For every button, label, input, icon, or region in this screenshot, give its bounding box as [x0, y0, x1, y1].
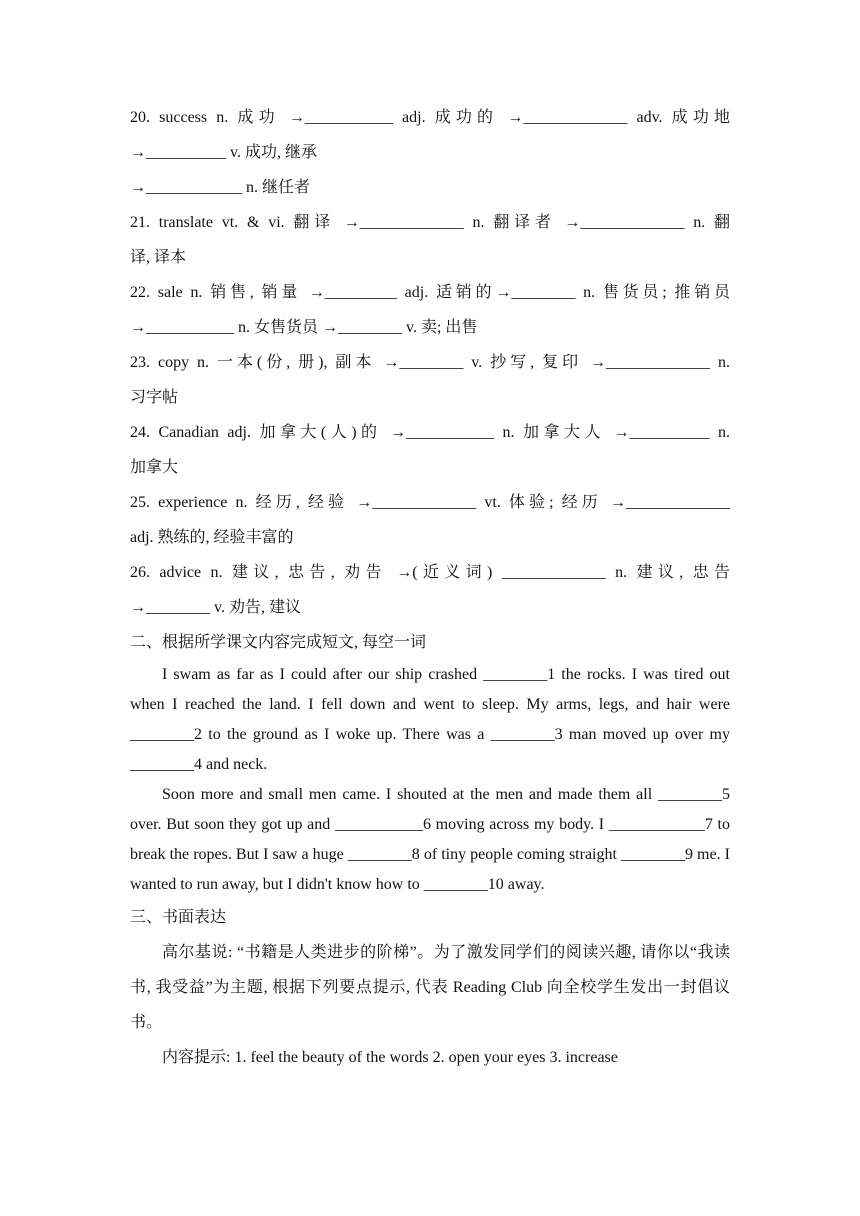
- vocab-line: 加拿大: [130, 459, 179, 476]
- section-2-title: 二、根据所学课文内容完成短文, 每空一词: [130, 634, 427, 651]
- vocab-line: 21. translate vt. & vi. 翻译 →_____________ n. 翻译者 →_____________ n. 翻: [130, 214, 730, 231]
- vocab-item-23: [130, 345, 730, 415]
- vocab-item-20: [130, 100, 730, 205]
- vocab-line: 23. copy n. 一本(份, 册), 副本 →________ v. 抄写, 复印 →_____________ n.: [130, 354, 730, 371]
- document-page: [130, 100, 730, 1075]
- vocab-line: →___________ n. 女售货员 →________ v. 卖; 出售: [130, 319, 478, 336]
- writing-prompt: [130, 935, 730, 1040]
- vocab-line: →________ v. 劝告, 建议: [130, 599, 301, 616]
- passage-paragraph: I swam as far as I could after our ship crashed ________1 the rocks. I was tired out when I reached the land. I fell down and went to sleep. My arms, legs, and hair were ________2 to the ground as I woke up. There was a ________3 man moved up over my ________4 and neck.: [130, 666, 730, 773]
- writing-prompt-paragraph: 高尔基说: “书籍是人类进步的阶梯”。为了激发同学们的阅读兴趣, 请你以“我读书, 我受益”为主题, 根据下列要点提示, 代表 Reading Club 向全校学生发出一封倡议书。: [130, 944, 730, 1031]
- vocab-line: 24. Canadian adj. 加拿大(人)的 →___________ n. 加拿大人 →__________ n.: [130, 424, 730, 441]
- vocab-line: 26. advice n. 建议, 忠告, 劝告 →(近义词) _____________ n. 建议, 忠告: [130, 564, 730, 581]
- vocab-line: adj. 熟练的, 经验丰富的: [130, 529, 294, 546]
- vocab-line: 22. sale n. 销售, 销量 →_________ adj. 适销的→________ n. 售货员; 推销员: [130, 284, 730, 301]
- passage: [130, 660, 730, 900]
- vocab-line: →__________ v. 成功, 继承: [130, 144, 317, 161]
- passage-paragraph: Soon more and small men came. I shouted at the men and made them all ________5 over. But soon they got up and ___________6 moving across my body. I ____________7 to break the ropes. But I saw a huge ________8 of tiny people coming straight ________9 me. I wanted to run away, but I didn't know how to ________10 away.: [130, 786, 730, 893]
- vocab-item-26: [130, 555, 730, 625]
- vocab-line: 习字帖: [130, 389, 179, 406]
- vocab-line: 译, 译本: [130, 249, 187, 266]
- section-3-title: 三、书面表达: [130, 909, 227, 926]
- vocab-item-22: [130, 275, 730, 345]
- vocab-item-24: [130, 415, 730, 485]
- vocab-line: 20. success n. 成功 →___________ adj. 成功的 →_____________ adv. 成功地: [130, 109, 730, 126]
- content-hints: 内容提示: 1. feel the beauty of the words 2. open your eyes 3. increase: [162, 1049, 618, 1066]
- vocab-line: 25. experience n. 经历, 经验 →_____________ vt. 体验; 经历 →_____________: [130, 494, 730, 511]
- vocab-line: →____________ n. 继任者: [130, 179, 311, 196]
- vocab-item-21: [130, 205, 730, 275]
- vocab-item-25: [130, 485, 730, 555]
